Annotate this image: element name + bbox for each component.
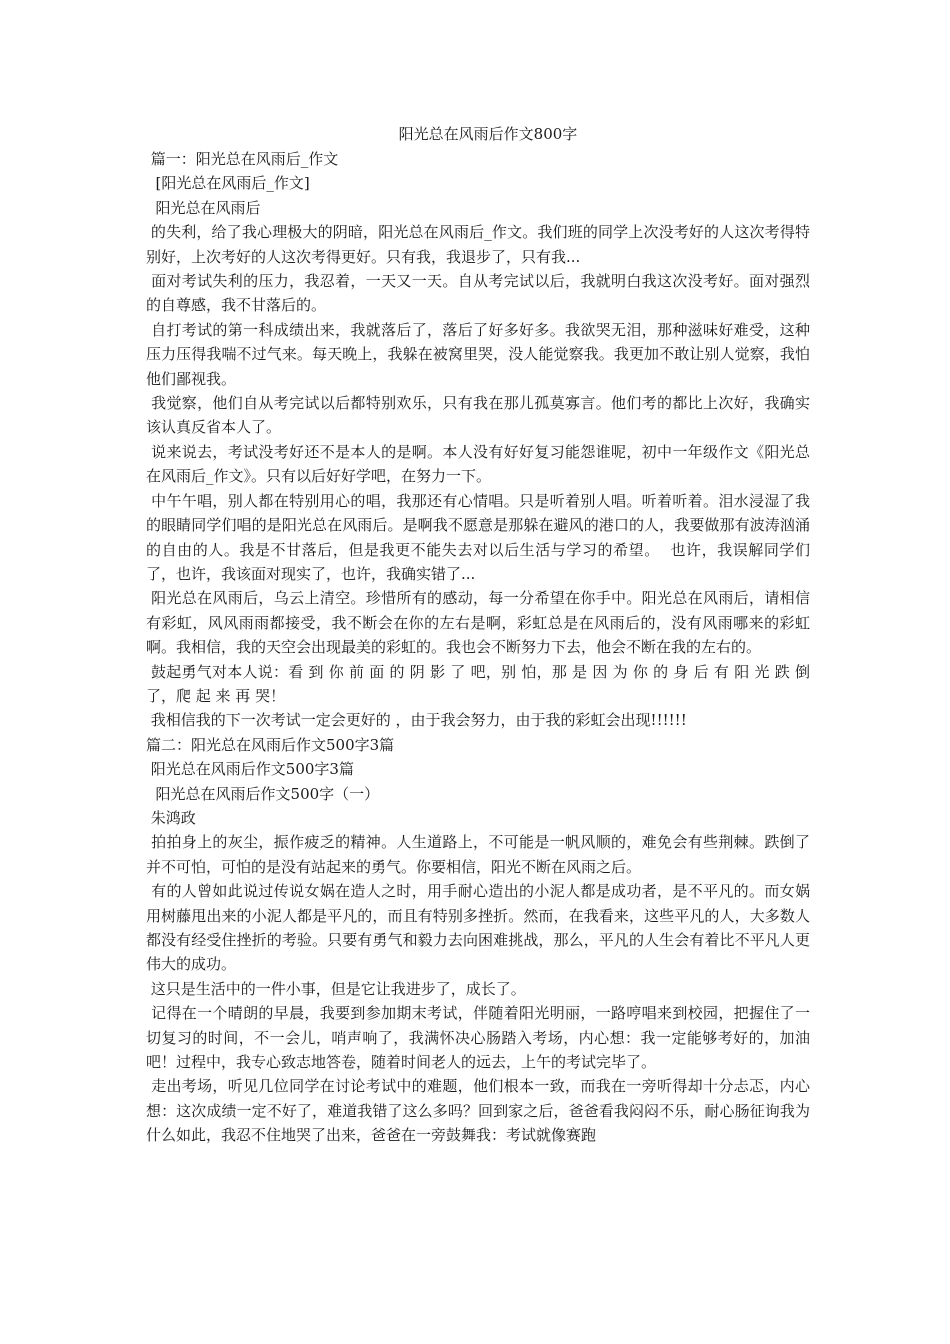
paragraph: 有的人曾如此说过传说女娲在造人之时，用手耐心造出的小泥人都是成功者，是不平凡的。而女娲用树藤甩出来的小泥人都是平凡的，而且有特别多挫折。然而，在我看来，这些平凡的人，大多数人都没有经受住挫折的考验。只要有勇气和毅力去向困难挑战，那么，平凡的人生会有着比不平凡人更伟大的成功。 <box>146 882 810 974</box>
paragraph: [阳光总在风雨后_作文] <box>146 174 310 193</box>
paragraph: 阳光总在风雨后作文500字3篇 <box>146 760 354 779</box>
document-page <box>146 121 815 1148</box>
paragraph: 自打考试的第一科成绩出来，我就落后了，落后了好多好多。我欲哭无泪，那种滋味好难受，这种压力压得我喘不过气来。每天晚上，我躲在被窝里哭，没人能觉察我。我更加不敢让别人觉察，我怕他们鄙视我。 <box>146 320 810 388</box>
document-body <box>146 147 815 1148</box>
paragraph: 中午午唱，别人都在特别用心的唱，我那还有心情唱。只是听着别人唱。听着听着。泪水浸湿了我的眼睛同学们唱的是阳光总在风雨后。是啊我不愿意是那躲在避风的港口的人，我要做那有波涛汹涌的自由的人。我是不甘落后，但是我更不能失去对以后生活与学习的希望。 也许，我误解同学们了，也许，我该面对现实了，也许，我确实错了... <box>146 491 810 583</box>
document-title: 阳光总在风雨后作文800字 <box>398 125 578 143</box>
paragraph: 记得在一个晴朗的早晨，我要到参加期末考试，伴随着阳光明丽，一路哼唱来到校园，把握住了一切复习的时间，不一会儿，哨声响了，我满怀决心肠踏入考场，内心想：我一定能够考好的，加油吧！过程中，我专心致志地答卷，随着时间老人的远去，上午的考试完毕了。 <box>146 1004 810 1072</box>
paragraph: 篇二：阳光总在风雨后作文500字3篇 <box>146 735 395 754</box>
paragraph: 鼓起勇气对本人说：看 到 你 前 面 的 阴 影 了 吧，别 怕，那 是 因 为 你 的 身 后 有 阳 光 跌 倒 了，爬 起 来 再 哭！ <box>146 662 815 705</box>
paragraph: 阳光总在风雨后 <box>146 198 261 217</box>
paragraph: 说来说去，考试没考好还不是本人的是啊。本人没有好好复习能怨谁呢，初中一年级作文《阳光总在风雨后_作文》。只有以后好好学吧，在努力一下。 <box>146 442 810 486</box>
paragraph: 这只是生活中的一件小事，但是它让我进步了，成长了。 <box>146 979 526 998</box>
paragraph: 阳光总在风雨后，乌云上清空。珍惜所有的感动，每一分希望在你手中。阳光总在风雨后，请相信有彩虹，风风雨雨都接受，我不断会在你的左右是啊，彩虹总是在风雨后的，没有风雨哪来的彩虹啊。我相信，我的天空会出现最美的彩虹的。我也会不断努力下去，他会不断在我的左右的。 <box>146 589 810 657</box>
paragraph: 的失利，给了我心理极大的阴暗，阳光总在风雨后_作文。我们班的同学上次没考好的人这次考得特别好，上次考好的人这次考得更好。只有我，我退步了，只有我... <box>146 223 810 266</box>
paragraph: 拍拍身上的灰尘，振作疲乏的精神。人生道路上，不可能是一帆风顺的，难免会有些荆棘。跌倒了并不可怕，可怕的是没有站起来的勇气。你要相信，阳光不断在风雨之后。 <box>146 833 810 876</box>
paragraph: 走出考场，听见几位同学在讨论考试中的难题，他们根本一致，而我在一旁听得却十分忐忑，内心想：这次成绩一定不好了，难道我错了这么多吗？回到家之后，爸爸看我闷闷不乐，耐心肠征询我为什么如此，我忍不住地哭了出来，爸爸在一旁鼓舞我：考试就像赛跑 <box>146 1077 810 1145</box>
paragraph: 面对考试失利的压力，我忍着，一天又一天。自从考完试以后，我就明白我这次没考好。面对强烈的自尊感，我不甘落后的。 <box>146 272 810 315</box>
paragraph: 篇一：阳光总在风雨后_作文 <box>146 150 339 168</box>
paragraph: 我相信我的下一次考试一定会更好的 ，由于我会努力，由于我的彩虹会出现!!!!!! <box>146 711 687 730</box>
paragraph: 阳光总在风雨后作文500字（一） <box>146 784 380 803</box>
paragraph: 朱鸿政 <box>146 808 196 827</box>
paragraph: 我觉察，他们自从考完试以后都特别欢乐，只有我在那儿孤莫寡言。他们考的都比上次好，我确实该认真反省本人了。 <box>146 394 810 437</box>
